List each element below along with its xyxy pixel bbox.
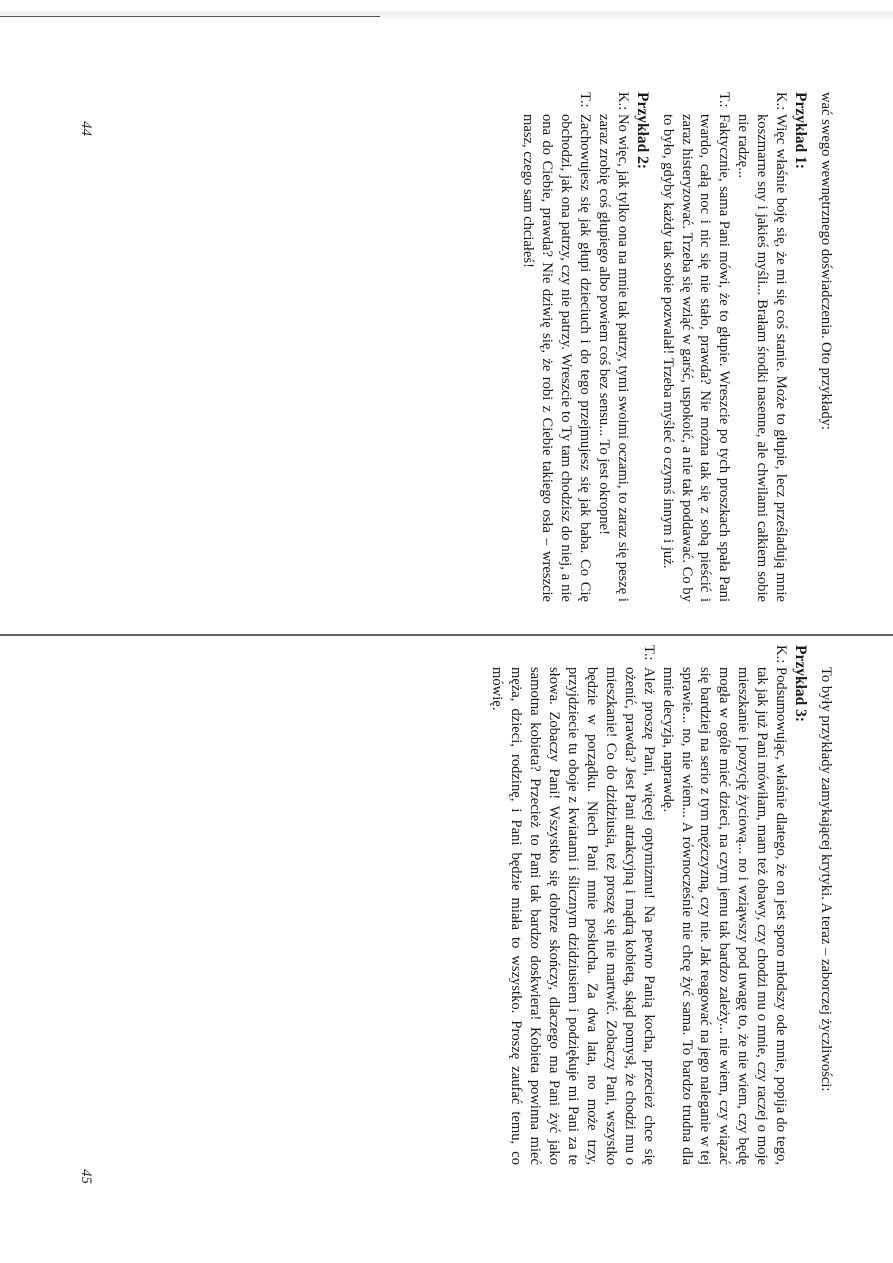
page-number-45: 45	[78, 1169, 94, 1184]
top-edge-line	[0, 16, 380, 17]
speaker-label: T.:	[640, 645, 657, 661]
dialogue-line	[658, 92, 734, 602]
page-fold-line	[0, 634, 893, 636]
dialogue-text: Zachowujesz się jak głupi dzieciuch i do tego przejmujesz się jak baba. Co Cię obchodzi, jak ona patrzy, czy nie patrzy. Wreszcie to Ty tam chodzisz do niej, a nie ona do Ciebie, prawda? Nie dziwię się, że robi z Ciebie takiego osła – wreszcie masz, czego sam chciałeś!	[520, 114, 593, 602]
speaker-label: K.:	[773, 92, 790, 111]
dialogue-text: Ależ proszę Pani, więcej optymizmu! Na pewno Panią kocha, przecież chce się ożenić, prawda? Jest Pani atrakcyjną i mądrą kobietą, skąd pomysł, że chodzi mu o mieszkanie! Co do dzidziusia, też proszę się nie martwić. Zobaczy Pani, wszystko będzie w porządku. Niech Pani mnie posłucha. Za dwa lata, no może trzy, przyjdziecie tu oboje z kwiatami i ślicznym dzidziusiem i podziękuje mi Pani za te słowa. Zobaczy Pani! Wszystko się dobrze skończy, dlaczego ma Pani żyć jako samotna kobieta? Przecież to Pani tak bardzo doskwiera! Kobieta powinna mieć męża, dzieci, rodzinę, i Pani będzie miała to wszystko. Proszę zaufać temu, co mówię.	[489, 667, 657, 1165]
example-3	[488, 645, 811, 1165]
scan-edge-shadow	[0, 10, 893, 20]
example-2	[518, 92, 651, 602]
intro-text: wać swego wewnętrznego doświadczenia. Oto przykłady:	[818, 92, 834, 430]
dialogue-text: Podsumowując, właśnie dlatego, że on jest sporo młodszy ode mnie, popija do tego, tak jak już Pani mówiłam, mam też obawy, czy chodzi mu o mnie, czy raczej o moje mieszkanie i pozycję życiową... no i wziąwszy pod uwagę to, że nie wiem, czy będę mogła w ogóle mieć dzieci, na czym jemu tak bardzo zależy... nie wiem, czy wiązać się bardziej na serio z tym mężczyzną, czy nie. Jak reagować na jego naleganie w tej sprawie... no, nie wiem... A równocześnie nie chcę żyć sama. To bardzo trudna dla mnie decyzja, naprawdę.	[659, 667, 790, 1165]
dialogue-line	[594, 92, 632, 602]
speaker-label: K.:	[773, 645, 790, 664]
page-number-44: 44	[78, 121, 94, 136]
page-44	[415, 92, 835, 602]
intro-text: To były przykłady zamykającej krytyki. A teraz – zaborczej życzliwości:	[818, 667, 834, 1092]
dialogue-text: Więc właśnie boję się, że mi się coś stanie. Może to głupie, lecz prześladują mnie koszmarne sny i jakieś myśli... Brałam środki nasenne, ale chwilami całkiem sobie nie radzę...	[735, 114, 790, 602]
speaker-label: K.:	[614, 92, 631, 111]
example-heading: Przykład 2:	[633, 92, 651, 170]
speaker-label: T.:	[716, 92, 733, 108]
dialogue-line	[488, 645, 658, 1165]
page-45	[113, 645, 835, 1165]
dialogue-line	[733, 92, 790, 602]
dialogue-text: Faktycznie, sama Pani mówi, że to głupie. Wreszcie po tych proszkach spała Pani twardo, całą noc i nic się nie stało, prawda? Nie można tak się z sobą pieścić i zaraz histeryzować. Trzeba się wziąć w garść, uspokoić, a nie tak poddawać. Co by to było, gdyby każdy tak sobie pozwalał! Trzeba myśleć o czymś innym i już.	[659, 114, 733, 602]
dialogue-line	[658, 645, 790, 1165]
example-1	[658, 92, 810, 602]
dialogue-text: No więc, jak tylko ona na mnie tak patrzy, tymi swoimi oczami, to zaraz się peszę i zaraz zrobię coś głupiego albo powiem coś bez sensu... To jest okropne!	[595, 114, 631, 602]
dialogue-line	[518, 92, 594, 602]
example-heading: Przykład 1:	[792, 92, 810, 170]
example-heading: Przykład 3:	[792, 645, 810, 723]
speaker-label: T.:	[576, 92, 593, 108]
